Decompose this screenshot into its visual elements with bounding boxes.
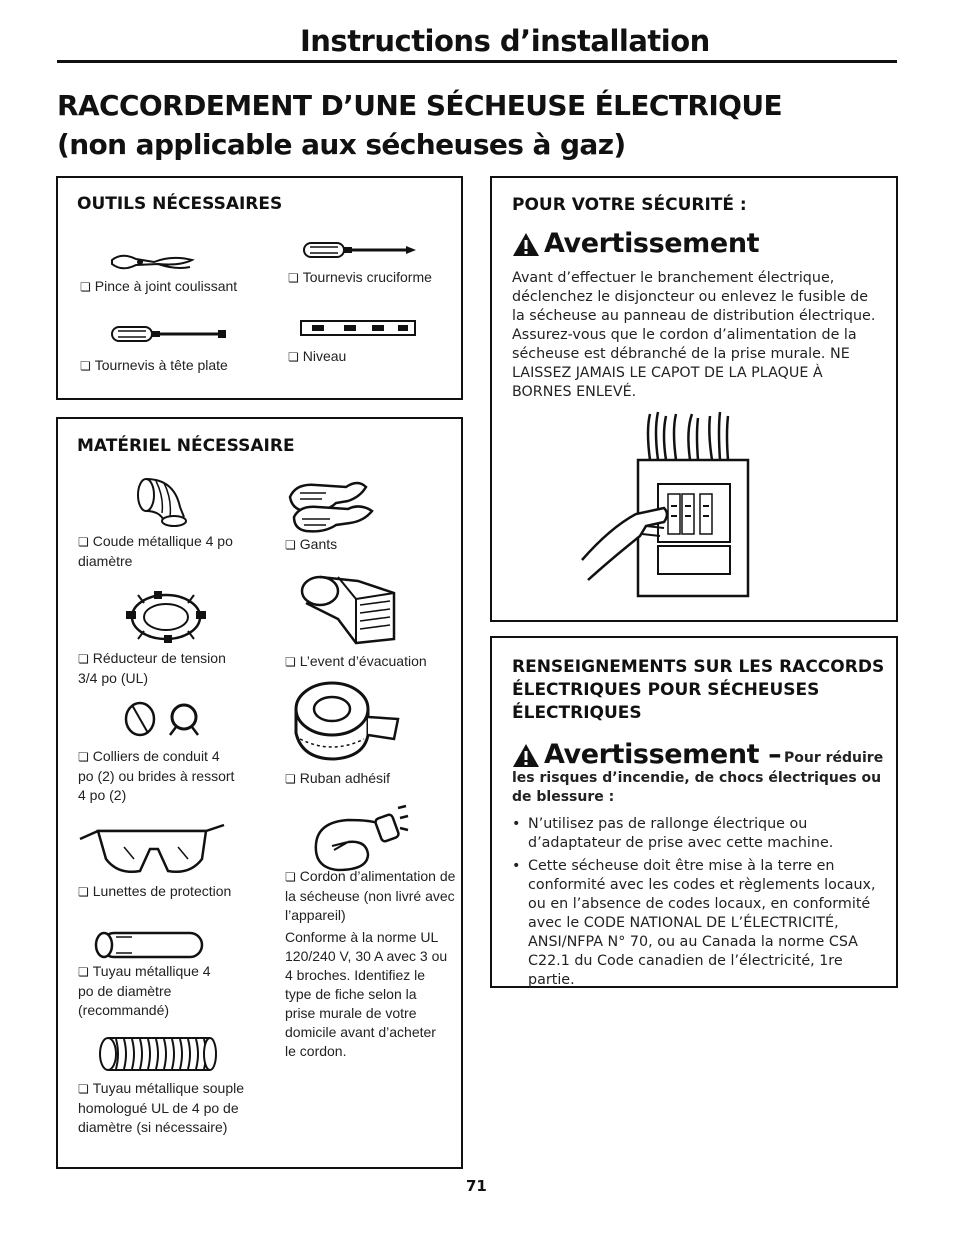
rigid-duct-icon xyxy=(92,927,206,963)
electrical-box xyxy=(490,636,898,988)
section-title-line2: (non applicable aux sécheuses à gaz) xyxy=(57,128,626,161)
page-number: 71 xyxy=(466,1177,487,1195)
electrical-warning-inline: Pour réduire xyxy=(784,750,884,766)
phillips-screwdriver-icon xyxy=(302,240,418,260)
materials-item-rigid-duct: ❏ Tuyau métallique 4 po de diamètre (recommandé) xyxy=(78,962,228,1020)
list-item: • Cette sécheuse doit être mise à la terre en conformité avec les codes et règlements locaux, ou en l’absence de codes locaux, en conformité avec le CODE NATIONAL DE L’ÉLECTRICITÉ, ANSI/NFPA N° 70, ou au Canada la norme CSA C22.1 du Code canadien de l’électricité, 1re partie. xyxy=(512,857,890,990)
safety-heading: POUR VOTRE SÉCURITÉ : xyxy=(512,195,747,215)
strain-relief-icon xyxy=(124,589,208,645)
materials-item-flexible-duct: ❏ Tuyau métallique souple homologué UL de 4 po de diamètre (si nécessaire) xyxy=(78,1079,253,1137)
cord-note: Conforme à la norme UL 120/240 V, 30 A avec 3 ou 4 broches. Identifiez le type de fiche selon la prise murale de votre domicile avant d’acheter le cordon. xyxy=(285,929,448,1059)
section-title-line1: RACCORDEMENT D’UNE SÉCHEUSE ÉLECTRIQUE xyxy=(57,89,783,122)
electrical-bullet-list xyxy=(512,815,890,994)
tools-item-phillips: ❏ Tournevis cruciforme xyxy=(288,268,432,288)
materials-item-power-cord: ❏ Cordon d’alimentation de la sécheuse (non livré avec l’appareil) xyxy=(285,867,460,925)
materials-item-strain-relief: ❏ Réducteur de tension 3/4 po (UL) xyxy=(78,649,243,688)
electrical-heading: RENSEIGNEMENTS SUR LES RACCORDS ÉLECTRIQUES POUR SÉCHEUSES ÉLECTRIQUES xyxy=(512,657,885,723)
electrical-warning-title: Avertissement – xyxy=(544,739,782,770)
materials-item-clamps: ❏ Colliers de conduit 4 po (2) ou brides à ressort 4 po (2) xyxy=(78,747,238,805)
materials-item-gloves: ❏ Gants xyxy=(285,535,337,555)
safety-warning-title: Avertissement xyxy=(544,228,760,259)
duct-clamps-icon xyxy=(118,699,214,739)
breaker-panel-icon xyxy=(580,410,760,600)
tools-item-flat-screwdriver: ❏ Tournevis à tête plate xyxy=(80,356,228,376)
safety-warning-text: Avant d’effectuer le branchement électrique, déclenchez le disjoncteur ou enlevez le fusible de la sécheuse au panneau de distribution électrique. Assurez-vous que le cordon d’alimentation de la sécheuse est débranché de la prise murale. NE LAISSEZ JAMAIS LE CAPOT DE LA PLAQUE À BORNES ENLEVÉ. xyxy=(512,270,876,400)
materials-item-duct-tape: ❏ Ruban adhésif xyxy=(285,769,390,789)
page-header-title: Instructions d’installation xyxy=(300,24,710,58)
materials-item-exhaust-hood: ❏ L’event d’évacuation xyxy=(285,652,427,672)
tools-box xyxy=(56,176,463,400)
tools-heading: OUTILS NÉCESSAIRES xyxy=(77,194,283,214)
power-cord-icon xyxy=(308,804,412,876)
materials-heading: MATÉRIEL NÉCESSAIRE xyxy=(77,436,295,456)
warning-triangle-icon xyxy=(512,743,540,768)
duct-tape-icon xyxy=(294,679,402,763)
pliers-icon xyxy=(110,250,194,274)
materials-box xyxy=(56,417,463,1169)
safety-box xyxy=(490,176,898,622)
warning-triangle-icon xyxy=(512,232,540,257)
metal-elbow-icon xyxy=(134,477,190,527)
electrical-warning-rest: les risques d’incendie, de chocs électriques ou de blessure : xyxy=(512,770,882,805)
tools-item-pliers: ❏ Pince à joint coulissant xyxy=(80,277,237,297)
gloves-icon xyxy=(286,477,378,533)
header-rule xyxy=(57,60,897,63)
list-item: • N’utilisez pas de rallonge électrique ou d’adaptateur de prise avec cette machine. xyxy=(512,815,890,853)
flat-screwdriver-icon xyxy=(110,324,228,344)
flexible-duct-icon xyxy=(98,1035,218,1073)
level-icon xyxy=(300,319,416,337)
tools-item-level: ❏ Niveau xyxy=(288,347,346,367)
materials-item-elbow: ❏ Coude métallique 4 po diamètre xyxy=(78,532,253,571)
exhaust-hood-icon xyxy=(298,569,398,647)
safety-glasses-icon xyxy=(78,819,226,877)
section-title xyxy=(57,86,782,164)
materials-item-safety-glasses: ❏ Lunettes de protection xyxy=(78,882,231,902)
